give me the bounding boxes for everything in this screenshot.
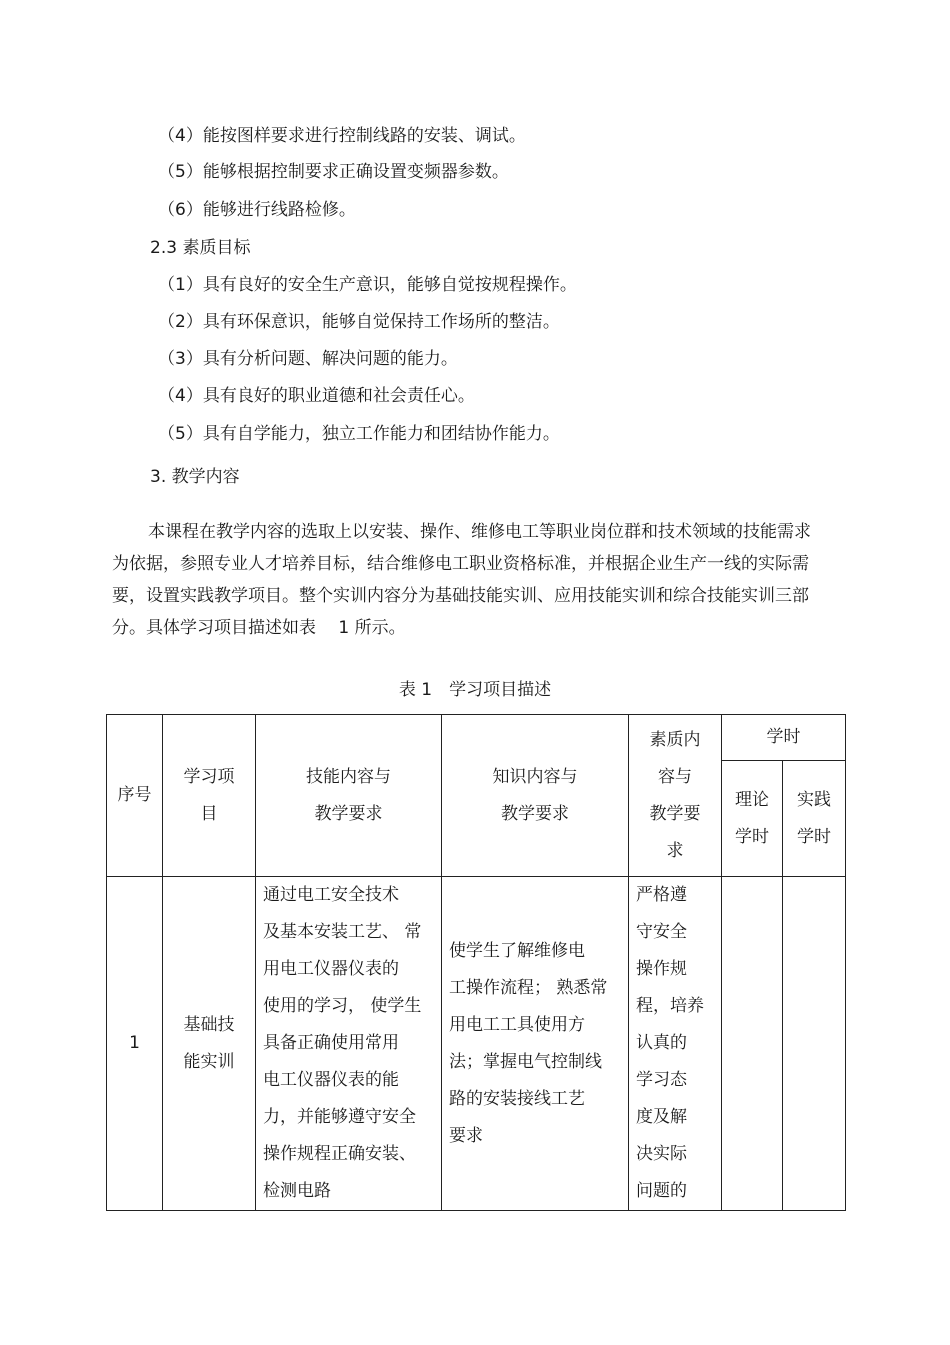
header-item: 学习项 目 [163, 715, 256, 877]
quality-item-1: （1）具有良好的安全生产意识，能够自觉按规程操作。 [158, 275, 577, 295]
header-hours: 学时 [722, 715, 846, 761]
quality-objectives-heading: 2.3 素质目标 [150, 238, 251, 258]
learning-items-table [106, 714, 846, 1211]
row-theory-hours [722, 877, 783, 1211]
quality-item-5: （5）具有自学能力，独立工作能力和团结协作能力。 [158, 424, 560, 444]
intro-paragraph: 本课程在教学内容的选取上以安装、操作、维修电工等职业岗位群和技术领域的技能需求为依据，参照专业人才培养目标，结合维修电工职业资格标准，并根据企业生产一线的实际需要，设置实践教学项目。整个实训内容分为基础技能实训、应用技能实训和综合技能实训三部分。具体学习项目描述如表 1 所示。 [112, 522, 811, 638]
header-knowledge: 知识内容与 教学要求 [442, 715, 629, 877]
table-row [107, 877, 846, 1211]
header-skill: 技能内容与 教学要求 [256, 715, 442, 877]
row-quality: 严格遵 守安全 操作规 程，培养 认真的 学习态 度及解 决实际 问题的 [629, 877, 722, 1211]
quality-item-3: （3）具有分析问题、解决问题的能力。 [158, 349, 458, 369]
quality-item-2: （2）具有环保意识，能够自觉保持工作场所的整洁。 [158, 312, 560, 332]
row-item: 基础技 能实训 [163, 877, 256, 1211]
row-no: 1 [107, 877, 163, 1211]
row-practice-hours [783, 877, 846, 1211]
table-header-row [107, 715, 846, 761]
header-theory-hours: 理论 学时 [722, 761, 783, 877]
skill-item-6: （6）能够进行线路检修。 [158, 200, 356, 220]
row-skill: 通过电工安全技术 及基本安装工艺、 常 用电工仪器仪表的 使用的学习， 使学生 具备正确使用常用 电工仪器仪表的能 力，并能够遵守安全 操作规程正确安装、 检测电路 [256, 877, 442, 1211]
header-quality: 素质内 容与 教学要 求 [629, 715, 722, 877]
teaching-content-heading: 3. 教学内容 [150, 467, 240, 487]
row-knowledge: 使学生了解维修电 工操作流程； 熟悉常 用电工工具使用方 法；掌握电气控制线 路的安装接线工艺 要求 [442, 877, 629, 1211]
header-no: 序号 [107, 715, 163, 877]
table-caption: 表 1 学习项目描述 [398, 680, 552, 700]
skill-item-4: （4）能按图样要求进行控制线路的安装、调试。 [158, 126, 526, 146]
skill-item-5: （5）能够根据控制要求正确设置变频器参数。 [158, 162, 509, 182]
quality-item-4: （4）具有良好的职业道德和社会责任心。 [158, 386, 475, 406]
header-practice-hours: 实践 学时 [783, 761, 846, 877]
